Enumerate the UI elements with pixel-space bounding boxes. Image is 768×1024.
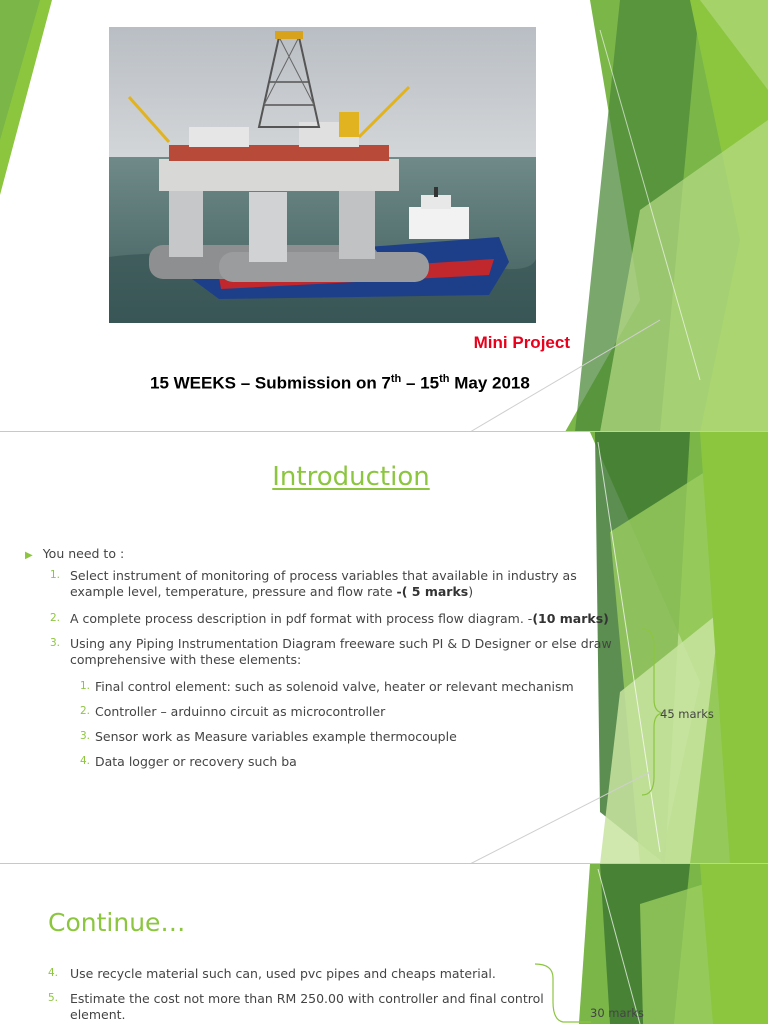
sub-list-item: Data logger or recovery such ba [95,754,297,769]
submission-sup1: th [390,373,402,385]
item-text-line-with-marks [70,584,630,600]
bullet-text: You need to : [42,546,125,561]
marks-note: 45 marks [660,707,714,721]
item-text-line: element. [70,1007,126,1022]
slide-introduction [0,432,768,864]
sub-list-item: Sensor work as Measure variables example thermocouple [95,729,457,744]
list-item [70,611,650,627]
list-item [70,636,650,668]
item-text: example level, temperature, pressure and flow rate [70,584,397,599]
marks-label: 5 marks [411,584,469,599]
curly-brace-icon [533,962,593,1024]
list-item [70,568,630,600]
continue-title: Continue… [48,908,186,937]
list-item [70,991,590,1023]
sub-item-number: 4. [80,755,91,767]
sub-list-item: Final control element: such as solenoid valve, heater or relevant mechanism [95,679,574,694]
submission-text-part3: May 2018 [449,373,530,393]
mini-project-title: Mini Project [473,333,570,352]
slide-mini-project [0,0,768,432]
item-text: A complete process description in pdf format with process flow diagram. - [70,611,533,626]
triangle-bullet-icon: ▶ [25,550,33,561]
submission-text-part2: – 15 [401,373,440,393]
slide-continue [0,864,768,1024]
item-number: 5. [48,992,59,1004]
sub-item-number: 2. [80,705,91,717]
sub-item-number: 1. [80,680,91,692]
sub-item-number: 3. [80,730,91,742]
submission-line [150,373,530,394]
you-need-to-bullet [25,546,124,564]
item-number: 3. [50,637,61,649]
item-number: 4. [48,967,59,979]
submission-sup2: th [439,373,450,385]
marks-prefix: -( [396,584,412,599]
marks-suffix: ) [468,584,474,599]
item-text-line: Estimate the cost not more than RM 250.00 with controller and final control [70,991,544,1006]
item-number: 1. [50,569,61,581]
item-text-line: Select instrument of monitoring of process variables that available in industry as [70,568,577,583]
submission-text-part1: 15 WEEKS – Submission on 7 [150,373,391,393]
list-item: Use recycle material such can, used pvc pipes and cheaps material. [70,966,496,981]
sub-list-item: Controller – arduinno circuit as microcontroller [95,704,386,719]
marks-label: (10 marks) [532,611,609,626]
drilling-rig-ship-photo [109,27,536,323]
item-number: 2. [50,612,61,624]
item-text-line: Using any Piping Instrumentation Diagram freeware such PI & D Designer or else draw [70,636,612,651]
introduction-title: Introduction [272,462,430,492]
marks-note: 30 marks [590,1006,644,1020]
item-text-line: comprehensive with these elements: [70,652,302,667]
